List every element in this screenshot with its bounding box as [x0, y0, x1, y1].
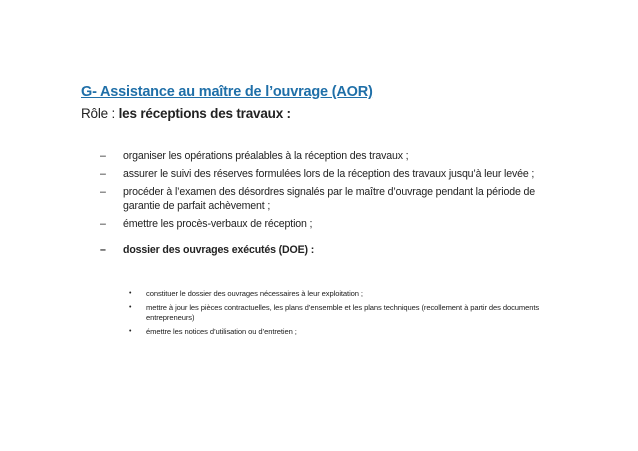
role-label: Rôle : — [81, 106, 119, 121]
list-item-text: émettre les procès-verbaux de réception ; — [123, 217, 313, 230]
sub-list-item-text: mettre à jour les pièces contractuelles, les plans d’ensemble et les plans techniques (recollement à partir des documents entrepreneurs) — [146, 302, 540, 323]
section-heading: G- Assistance au maître de l’ouvrage (AOR) — [81, 84, 373, 100]
doe-title: dossier des ouvrages exécutés (DOE) : — [123, 244, 315, 257]
dash-marker: – — [100, 217, 106, 230]
sub-list-item — [127, 303, 567, 324]
bullet-marker: • — [129, 303, 132, 311]
role-line — [81, 106, 291, 121]
dash-marker: – — [100, 168, 106, 181]
task-list — [100, 150, 570, 260]
list-item-text: assurer le suivi des réserves formulées lors de la réception des travaux jusqu’à leur levée ; — [123, 168, 535, 181]
dash-marker: – — [100, 244, 106, 257]
list-item-text: procéder à l’examen des désordres signalés par le maître d’ouvrage pendant la période de garantie de parfait achèvement ; — [123, 186, 535, 212]
list-item — [100, 186, 570, 212]
sub-list-item — [127, 289, 567, 300]
doe-sublist — [127, 289, 567, 340]
dash-marker: – — [100, 186, 106, 199]
list-item — [100, 218, 570, 231]
list-item — [100, 150, 570, 163]
doe-item — [100, 244, 570, 257]
bullet-marker: • — [129, 290, 132, 297]
sub-list-item-text: constituer le dossier des ouvrages nécessaires à leur exploitation ; — [146, 289, 363, 298]
sub-list-item — [127, 327, 567, 338]
dash-marker: – — [100, 150, 106, 162]
sub-list-item-text: émettre les notices d’utilisation ou d’entretien ; — [146, 326, 297, 336]
list-item — [100, 168, 570, 181]
bullet-marker: • — [129, 327, 132, 335]
role-value: les réceptions des travaux : — [118, 106, 291, 121]
list-item-text: organiser les opérations préalables à la réception des travaux ; — [123, 150, 409, 162]
